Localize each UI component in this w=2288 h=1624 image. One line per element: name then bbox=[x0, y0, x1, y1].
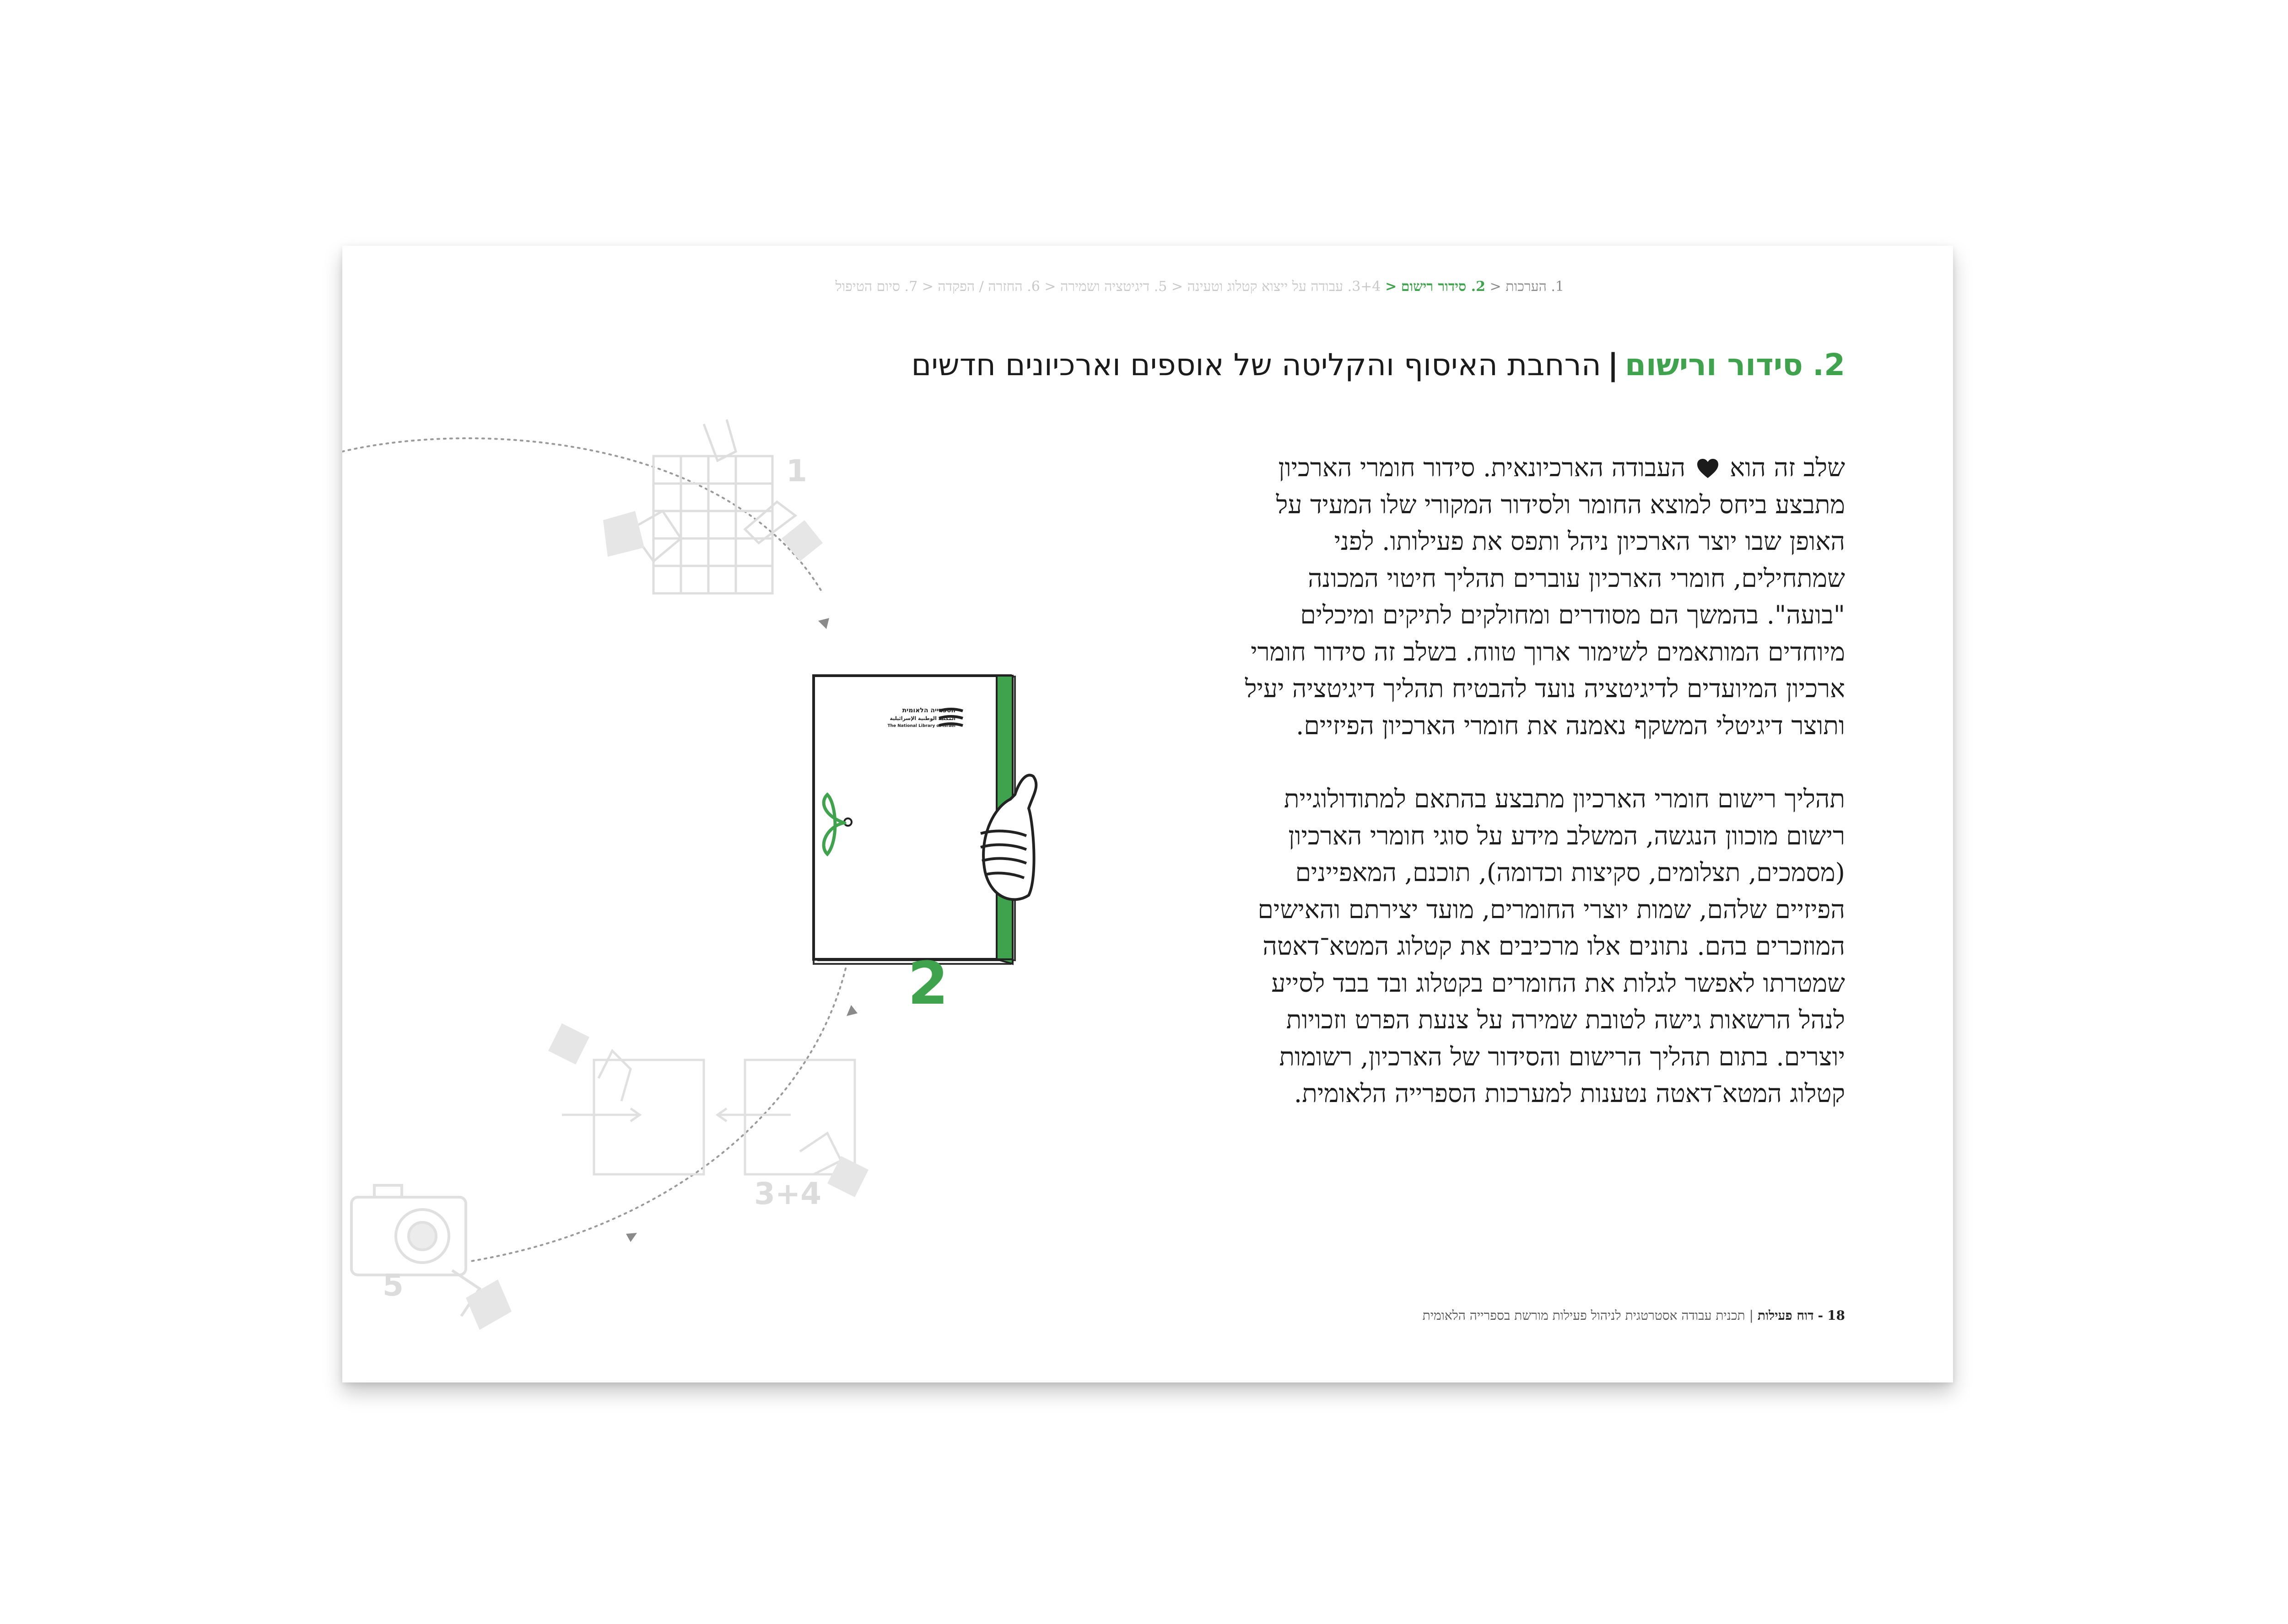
breadcrumb-separator: < bbox=[1044, 279, 1056, 295]
breadcrumb-separator: < bbox=[1489, 279, 1501, 295]
logo-line-hebrew: הספרייה הלאומית bbox=[902, 707, 955, 714]
p1-after-icon: העבודה הארכיונאית. bbox=[1483, 453, 1686, 482]
section-name: סידור ורישום bbox=[1625, 347, 1803, 382]
breadcrumb-item-5[interactable]: 5. דיגיטציה ושמירה bbox=[1060, 279, 1167, 295]
step1-sheet-icon bbox=[631, 419, 795, 593]
page-number: 18 bbox=[1827, 1308, 1845, 1323]
body-text bbox=[1232, 449, 1845, 1112]
current-step-number: 2 bbox=[907, 950, 949, 1018]
section-number: 2. bbox=[1812, 347, 1845, 382]
report-name: דוח פעילות bbox=[1757, 1308, 1814, 1323]
breadcrumb-item-2[interactable]: 2. סידור רישום bbox=[1401, 279, 1485, 295]
step34-hand-icon bbox=[827, 1156, 869, 1197]
footer-dash: - bbox=[1818, 1308, 1824, 1323]
paragraph-2: תהליך רישום חומרי הארכיון מתבצע בהתאם למתודולוגיית רישום מוכוון הנגשה, המשלב מידע על סוגי חומרי הארכיון (מסמכים, תצלומים, סקיצות וכדומה), תוכנם, המאפיינים הפיזיים שלהם, שמות יוצרי החומרים, מועד יצירתם והאישים המוזכרים בהם. נתונים אלו מרכיבים את קטלוג המטא־דאטה שמטרתו לאפשר לגלות את החומרים בקטלוג ובד בבד לסייע לנהל הרשאות גישה לטובת שמירה על צנעת הפרט וזכויות יוצרים. בתום תהליך הרישום והסידור של הארכיון, רשומות קטלוג המטא־דאטה נטענות למערכות הספרייה הלאומית. bbox=[1257, 784, 1845, 1108]
arrow-icon bbox=[626, 1233, 637, 1242]
breadcrumb-item-3-4[interactable]: 3+4. עבודה על ייצוא קטלוג וטעינה bbox=[1187, 279, 1381, 295]
step-label-1: 1 bbox=[786, 453, 807, 489]
heart-icon bbox=[1696, 458, 1719, 479]
breadcrumb-item-6[interactable]: 6. החזרה / הפקדה bbox=[938, 279, 1040, 295]
step5-hand-icon bbox=[466, 1280, 512, 1330]
arrow-icon bbox=[847, 1005, 858, 1016]
page-footer bbox=[1159, 1308, 1845, 1323]
breadcrumb-separator: < bbox=[922, 279, 934, 295]
logo-line-arabic: المكتبة الوطنية الإسرائيلية bbox=[890, 715, 955, 721]
step5-camera-icon bbox=[351, 1185, 480, 1316]
paragraph-1 bbox=[1232, 449, 1845, 744]
step1-hand-icon bbox=[603, 511, 644, 557]
footer-separator: | bbox=[1749, 1308, 1754, 1323]
breadcrumb-item-7[interactable]: 7. סיום הטיפול bbox=[835, 279, 918, 295]
p1-before-icon: שלב זה הוא bbox=[1730, 453, 1845, 482]
step-label-3-4: 3+4 bbox=[754, 1176, 822, 1211]
step34-sheets-icon bbox=[562, 1051, 855, 1174]
logo-line-english: The National Library of Israel bbox=[887, 724, 955, 728]
breadcrumb bbox=[649, 279, 1564, 295]
section-subtitle: הרחבת האיסוף והקליטה של אוספים וארכיונים חדשים bbox=[911, 347, 1601, 382]
logo-mark-icon bbox=[937, 706, 965, 732]
breadcrumb-separator: < bbox=[1171, 279, 1183, 295]
step-label-5: 5 bbox=[383, 1268, 404, 1303]
step1-hand-icon bbox=[782, 520, 823, 561]
breadcrumb-separator: < bbox=[1385, 279, 1397, 295]
p1-rest: סידור חומרי הארכיון מתבצע ביחס למוצא החומר ולסידור המקורי שלו המעיד על האופן שבו יוצר הארכיון ניהל ותפס את פעילותו. לפני שמתחילים, חומרי הארכיון עוברים תהליך חיטוי המכונה "בועה". בהמשך הם מסודרים ומחולקים לתיקים ומיכלים מיוחדים המותאמים לשימור ארוך טווח. בשלב זה סידור חומרי ארכיון המיועדים לדיגיטציה נועד להבטיח תהליך דיגיטציה יעיל ותוצר דיגיטלי המשקף נאמנה את חומרי הארכיון הפיזיים. bbox=[1245, 453, 1845, 740]
page-title bbox=[793, 347, 1845, 382]
arrow-icon bbox=[818, 618, 829, 629]
document-page bbox=[342, 246, 1953, 1382]
plan-text: תכנית עבודה אסטרטגית לניהול פעילות מורשת בספרייה הלאומית bbox=[1422, 1308, 1745, 1323]
breadcrumb-item-1[interactable]: 1. הערכות bbox=[1506, 279, 1564, 295]
step34-hand-icon bbox=[548, 1023, 589, 1065]
title-separator: | bbox=[1607, 347, 1619, 382]
